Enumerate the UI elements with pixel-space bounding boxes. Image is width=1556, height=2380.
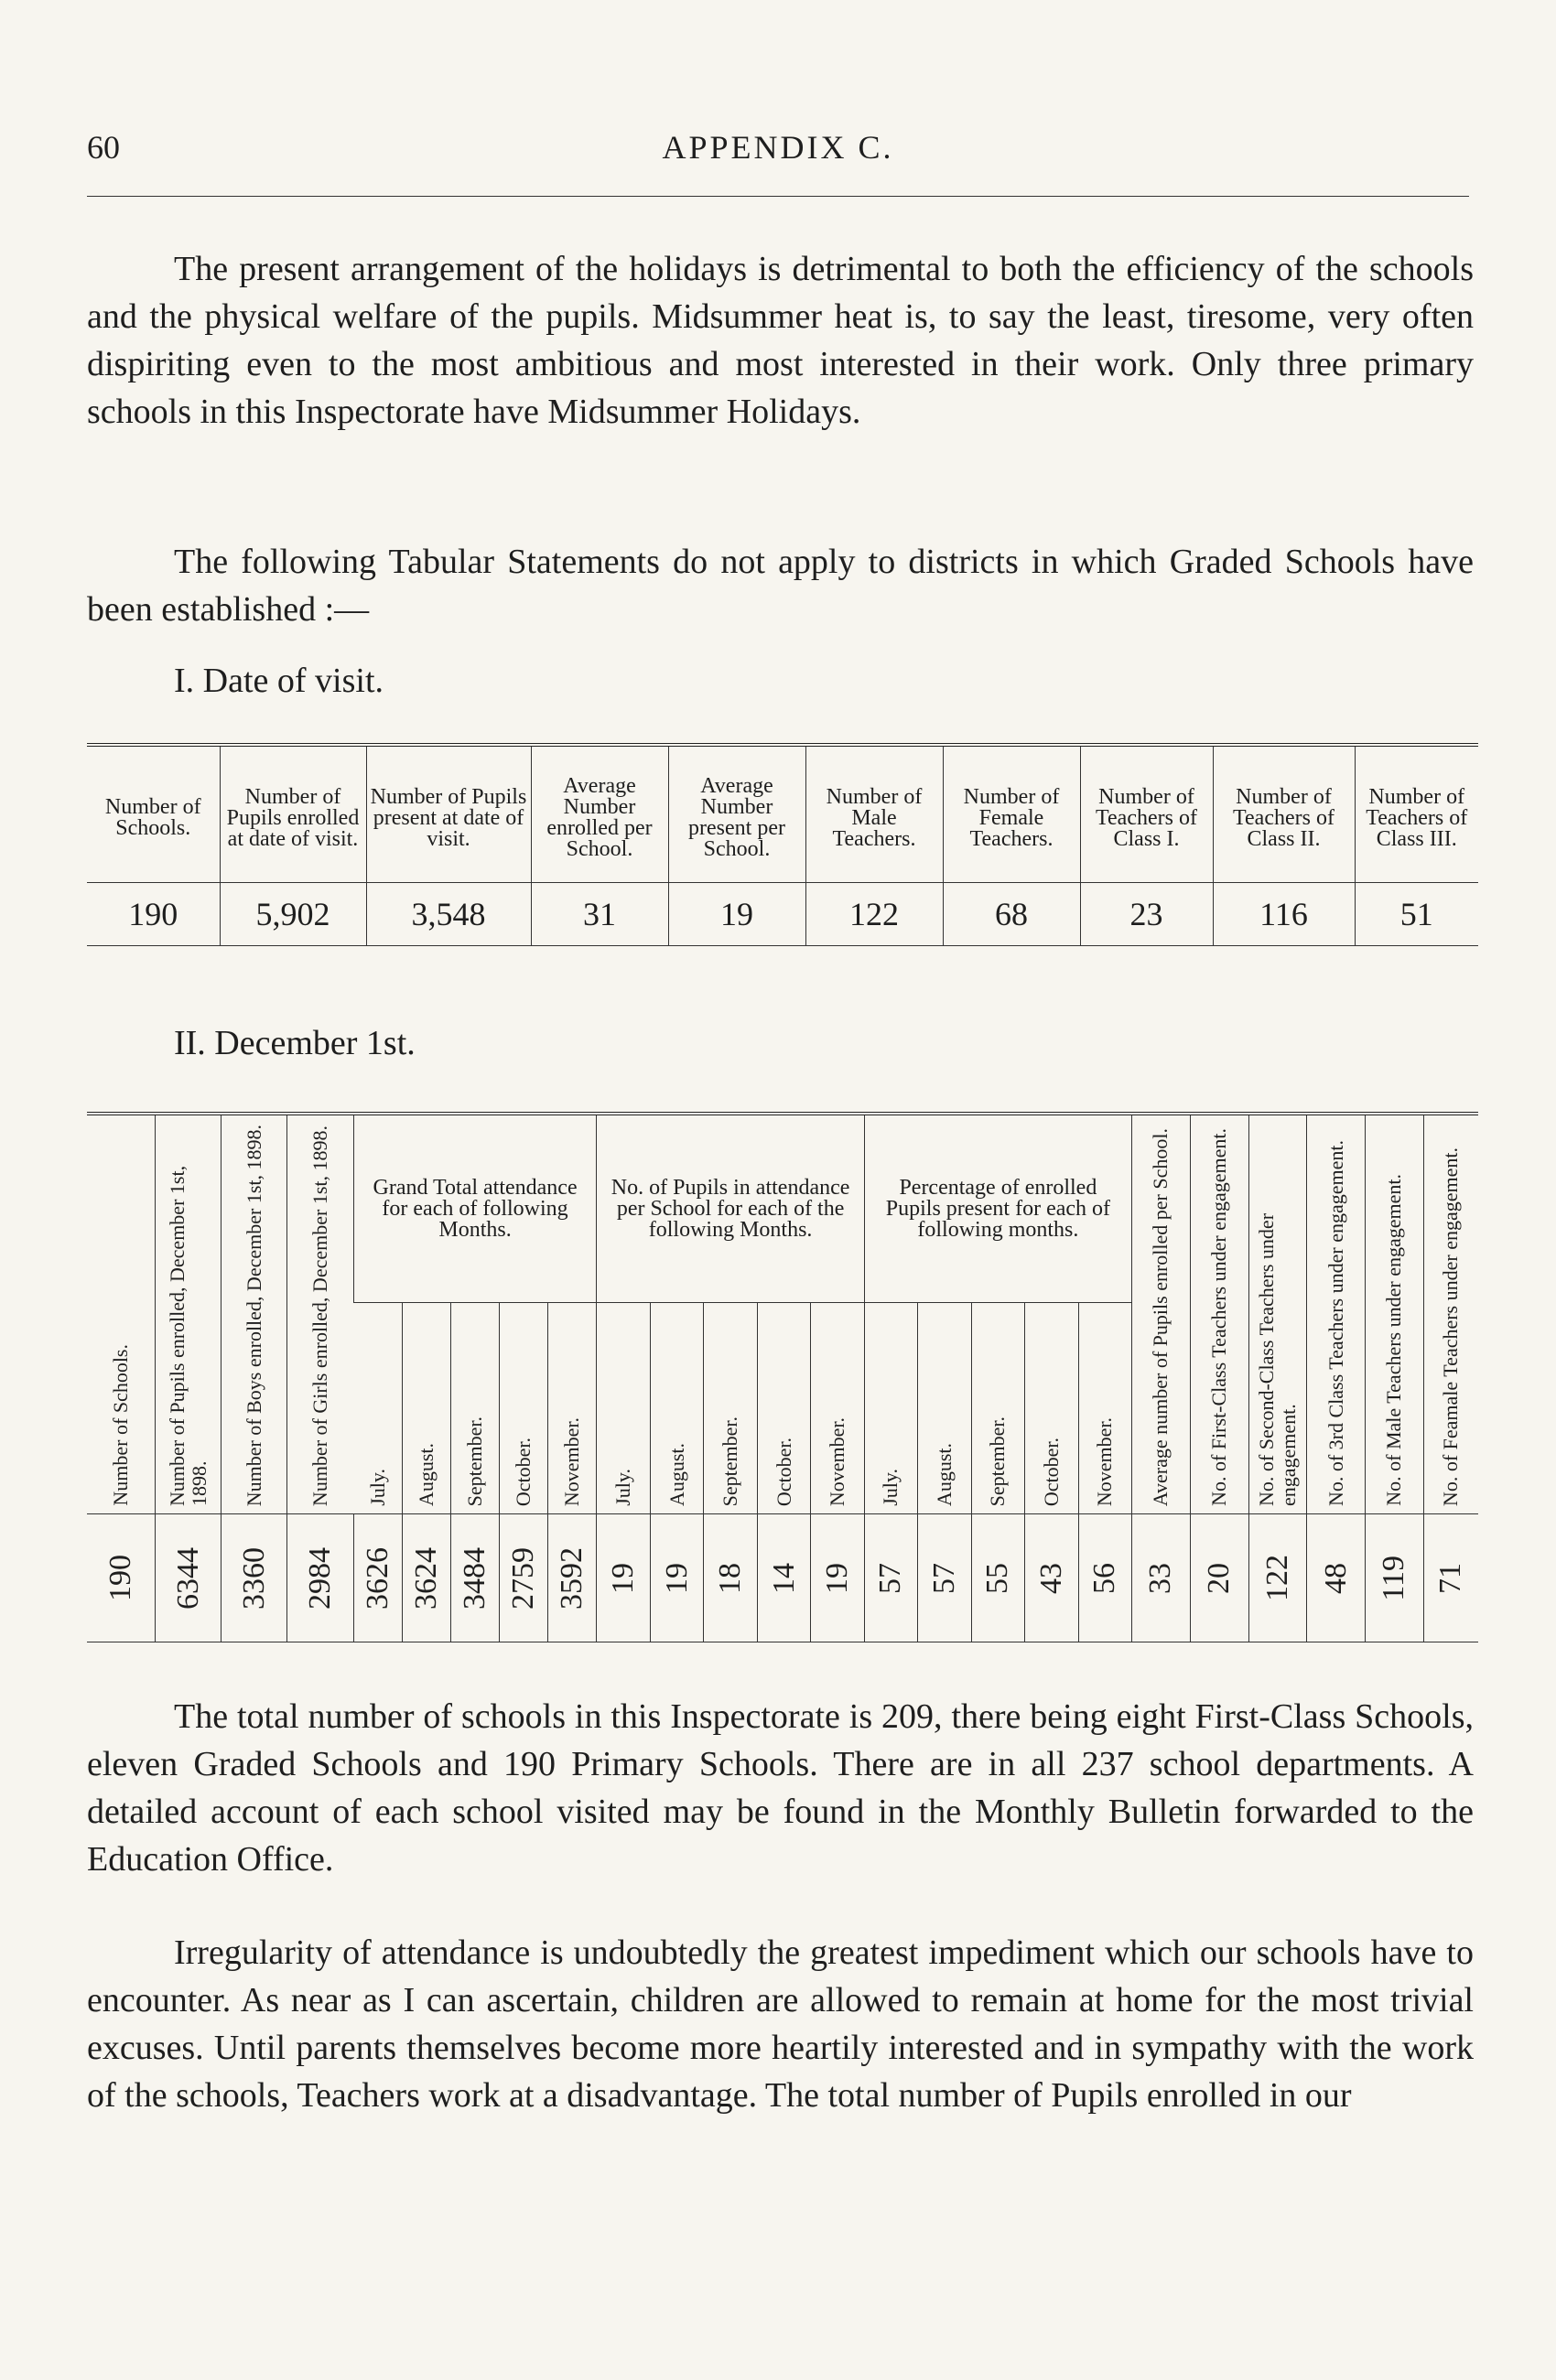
table-header-row	[87, 745, 1478, 883]
month-header: September.	[704, 1303, 757, 1514]
header-cell: Number of Female Teachers.	[943, 745, 1080, 883]
table-cell: 3,548	[366, 883, 531, 946]
section-2-heading: II. December 1st.	[174, 1024, 416, 1062]
header-second-class-teachers: No. of Second-Class Teachers under engagement.	[1248, 1114, 1307, 1514]
table-cell: 56	[1078, 1514, 1131, 1642]
table-cell: 3624	[402, 1514, 450, 1642]
table-cell: 57	[918, 1514, 971, 1642]
header-cell: Average Number enrolled per School.	[531, 745, 668, 883]
table-cell: 3626	[353, 1514, 402, 1642]
table-cell: 23	[1080, 883, 1213, 946]
month-header: November.	[811, 1303, 865, 1514]
month-header: November.	[1078, 1303, 1131, 1514]
table-cell: 55	[971, 1514, 1024, 1642]
table-cell: 19	[811, 1514, 865, 1642]
header-cell: Number of Schools.	[104, 795, 201, 840]
section-1-heading: I. Date of visit.	[174, 662, 384, 700]
table-cell: 14	[757, 1514, 810, 1642]
paragraph-irregularity-text: Irregularity of attendance is undoubtedly the greatest impediment which our schools have to encounter. As near as I can ascertain, children are allowed to remain at home for the most trivial excuses. Until parents themselves become more heartily interested and in sympathy with the work of the schools, Teachers work at a disadvantage. The total number of Pupils enrolled in our	[87, 1933, 1474, 2115]
table-cell: 18	[704, 1514, 757, 1642]
table-row	[87, 883, 1478, 946]
month-header: July.	[864, 1303, 917, 1514]
paragraph-holidays-text: The present arrangement of the holidays is detrimental to both the efficiency of the schools and the physical welfare of the pupils. Midsummer heat is, to say the least, tiresome, very often dispiriting even to the most ambitious and most interested in their work. Only three primary schools in this Inspectorate have Midsummer Holidays.	[87, 250, 1474, 431]
paragraph-statements-text: The following Tabular Statements do not apply to districts in which Graded Schools have been established :—	[87, 543, 1474, 629]
table-cell: 122	[1248, 1514, 1307, 1642]
table-cell: 190	[87, 1514, 155, 1642]
table-cell: 33	[1132, 1514, 1191, 1642]
december-table	[87, 1112, 1478, 1642]
table-cell: 31	[531, 883, 668, 946]
table-cell: 57	[864, 1514, 917, 1642]
table-cell: 3484	[450, 1514, 499, 1642]
header-number-of-schools: Number of Schools.	[108, 1344, 132, 1506]
table-cell: 68	[943, 883, 1080, 946]
table-cell: 48	[1307, 1514, 1366, 1642]
page-title: APPENDIX C.	[662, 129, 894, 166]
month-header: November.	[548, 1303, 597, 1514]
paragraph-total-schools-text: The total number of schools in this Inspectorate is 209, there being eight First-Class Schools, eleven Graded Schools and 190 Primary Schools. There are in all 237 school departments. A detailed account of each school visited may be found in the Monthly Bulletin forwarded to the Education Office.	[87, 1697, 1474, 1879]
table-cell: 119	[1366, 1514, 1424, 1642]
header-cell: Number of Pupils enrolled at date of visit.	[220, 745, 366, 883]
table-cell: 71	[1423, 1514, 1478, 1642]
header-percentage-present: Percentage of enrolled Pupils present for each of following months.	[864, 1114, 1131, 1303]
header-cell: Number of Teachers of Class I.	[1080, 745, 1213, 883]
header-average-enrolled: Average number of Pupils enrolled per School.	[1132, 1114, 1191, 1514]
month-header: October.	[757, 1303, 810, 1514]
month-header: September.	[450, 1303, 499, 1514]
paragraph-holidays	[87, 245, 1474, 436]
header-first-class-teachers: No. of First-Class Teachers under engagement.	[1190, 1114, 1248, 1514]
month-header: July.	[365, 1469, 389, 1506]
paragraph-irregularity	[87, 1929, 1474, 2119]
header-pupils-per-school: No. of Pupils in attendance per School for each of the following Months.	[597, 1114, 864, 1303]
month-header: October.	[1025, 1303, 1078, 1514]
table-cell: 51	[1355, 883, 1478, 946]
paragraph-statements	[87, 538, 1474, 633]
header-cell: Number of Teachers of Class II.	[1213, 745, 1355, 883]
table-cell: 2759	[500, 1514, 548, 1642]
month-header: September.	[971, 1303, 1024, 1514]
header-third-class-teachers: No. of 3rd Class Teachers under engagement.	[1307, 1114, 1366, 1514]
header-cell: Number of Pupils present at date of visit.	[366, 745, 531, 883]
header-cell: Number of Male Teachers.	[805, 745, 943, 883]
table-header-row	[87, 1114, 1478, 1303]
month-header: August.	[918, 1303, 971, 1514]
header-rule	[87, 196, 1469, 197]
header-grand-total-attendance: Grand Total attendance for each of following Months.	[353, 1114, 597, 1303]
month-header: July.	[597, 1303, 650, 1514]
table-cell: 116	[1213, 883, 1355, 946]
table-cell: 5,902	[220, 883, 366, 946]
header-male-teachers: No. of Male Teachers under engagement.	[1366, 1114, 1424, 1514]
header-cell: Number of Teachers of Class III.	[1355, 745, 1478, 883]
table-cell: 6344	[155, 1514, 221, 1642]
page-number: 60	[87, 129, 120, 166]
table-cell: 19	[597, 1514, 650, 1642]
table-cell: 2984	[287, 1514, 353, 1642]
header-girls-enrolled: Number of Girls enrolled, December 1st, 1898.	[287, 1114, 353, 1514]
table-cell: 190	[128, 896, 178, 932]
header-cell: Average Number present per School.	[668, 745, 805, 883]
table-cell: 20	[1190, 1514, 1248, 1642]
table-cell: 3592	[548, 1514, 597, 1642]
header-female-teachers: No. of Feamale Teachers under engagement.	[1423, 1114, 1478, 1514]
table-cell: 43	[1025, 1514, 1078, 1642]
table-cell: 122	[805, 883, 943, 946]
table-cell: 19	[668, 883, 805, 946]
month-header: August.	[402, 1303, 450, 1514]
date-of-visit-table	[87, 743, 1478, 946]
month-header: October.	[500, 1303, 548, 1514]
month-header: August.	[650, 1303, 703, 1514]
page-header	[87, 128, 1469, 174]
table-cell: 19	[650, 1514, 703, 1642]
table-row	[87, 1514, 1478, 1642]
header-pupils-enrolled: Number of Pupils enrolled, December 1st, 1898.	[155, 1114, 221, 1514]
table-cell: 3360	[222, 1514, 287, 1642]
paragraph-total-schools	[87, 1693, 1474, 1883]
header-boys-enrolled: Number of Boys enrolled, December 1st, 1898.	[222, 1114, 287, 1514]
december-table-wrapper	[87, 1112, 1478, 1642]
